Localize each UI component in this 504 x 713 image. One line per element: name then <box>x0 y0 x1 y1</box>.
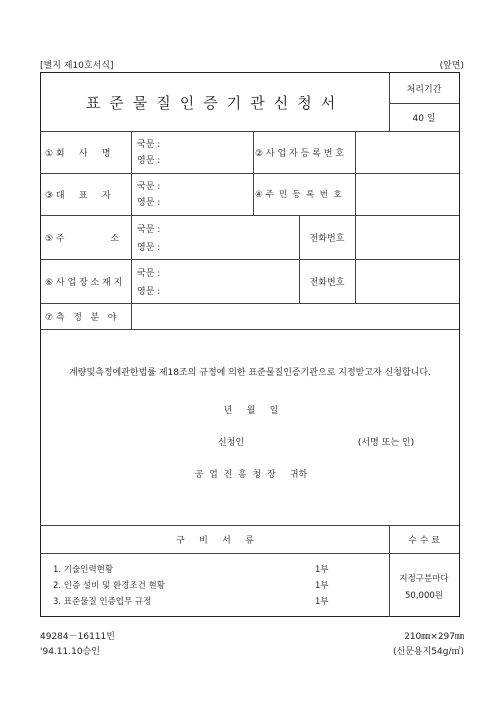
workplace-phone-field[interactable] <box>357 261 457 301</box>
divider <box>355 215 356 303</box>
address-label: ⑤ 주 소 <box>45 233 120 244</box>
address-korean-field[interactable]: 국문 : <box>137 224 161 235</box>
approval-date: '94.11.10승인 <box>40 647 100 657</box>
document-qty: 1부 <box>315 597 329 607</box>
representative-english-field[interactable]: 영문 : <box>137 197 161 208</box>
application-statement: 계량및측정에관한법률 제18조의 규정에 의한 표준물질인증기관으로 지정받고자 신청합니다. <box>69 367 431 378</box>
workplace-phone-label: 전화번호 <box>309 277 345 288</box>
divider <box>131 131 132 329</box>
applicant-label: 신청인 <box>217 437 245 448</box>
application-form <box>40 72 460 617</box>
company-name-english-field[interactable]: 영문 : <box>137 155 161 166</box>
workplace-korean-field[interactable]: 국문 : <box>137 268 161 279</box>
paper-type: (신문용지54g/㎡) <box>393 647 464 657</box>
form-code: 49284－16111빈 <box>40 632 115 642</box>
form-title: 표준물질인증기관신청서 <box>85 93 345 112</box>
document-item: 2. 인증 설비 및 환경조건 현황 <box>53 581 165 591</box>
form-number: [별지 제10호서식] <box>40 61 114 71</box>
divider <box>41 329 459 330</box>
processing-period-value: 40 일 <box>412 113 436 124</box>
resident-reg-no-field[interactable] <box>357 175 457 213</box>
application-date[interactable]: 년 월 일 <box>223 405 279 416</box>
required-documents-header: 구 비 서 류 <box>176 535 254 546</box>
address-english-field[interactable]: 영문 : <box>137 242 161 253</box>
document-item: 1. 기술인력현황 <box>53 565 114 575</box>
company-name-korean-field[interactable]: 국문 : <box>137 139 161 150</box>
fee-amount: 50,000원 <box>405 591 443 601</box>
measurement-field-label: ⑦ 측 정 분 야 <box>45 312 117 323</box>
business-reg-no-label: ② 사 업 자 등 록 번 호 <box>255 148 344 159</box>
divider <box>253 131 254 215</box>
divider <box>41 553 459 554</box>
resident-reg-no-label: ④ 주 민 등 록 번 호 <box>255 190 342 200</box>
address-phone-field[interactable] <box>357 217 457 257</box>
representative-korean-field[interactable]: 국문 : <box>137 181 161 192</box>
page-side: (앞면) <box>439 61 464 71</box>
measurement-field-input[interactable] <box>133 305 457 327</box>
company-name-label: ① 회 사 명 <box>45 148 111 159</box>
workplace-location-label: ⑥ 사 업 장 소 재 지 <box>45 277 123 288</box>
workplace-english-field[interactable]: 영문 : <box>137 286 161 297</box>
address-phone-label: 전화번호 <box>309 233 345 244</box>
divider <box>355 131 356 215</box>
document-item: 3. 표준물질 인증업무 규정 <box>53 597 152 607</box>
fee-description: 지정구분마다 <box>399 574 449 584</box>
signature-field[interactable]: (서명 또는 인) <box>357 437 415 448</box>
addressee: 공 업 진 흥 청 장 귀하 <box>194 469 308 480</box>
representative-label: ③ 대 표 자 <box>45 190 111 201</box>
fee-header: 수 수 료 <box>408 535 440 546</box>
document-qty: 1부 <box>315 581 329 591</box>
business-reg-no-field[interactable] <box>357 133 457 171</box>
paper-size: 210㎜×297㎜ <box>404 632 464 642</box>
document-qty: 1부 <box>315 565 329 575</box>
processing-period-label: 처리기간 <box>406 84 442 95</box>
